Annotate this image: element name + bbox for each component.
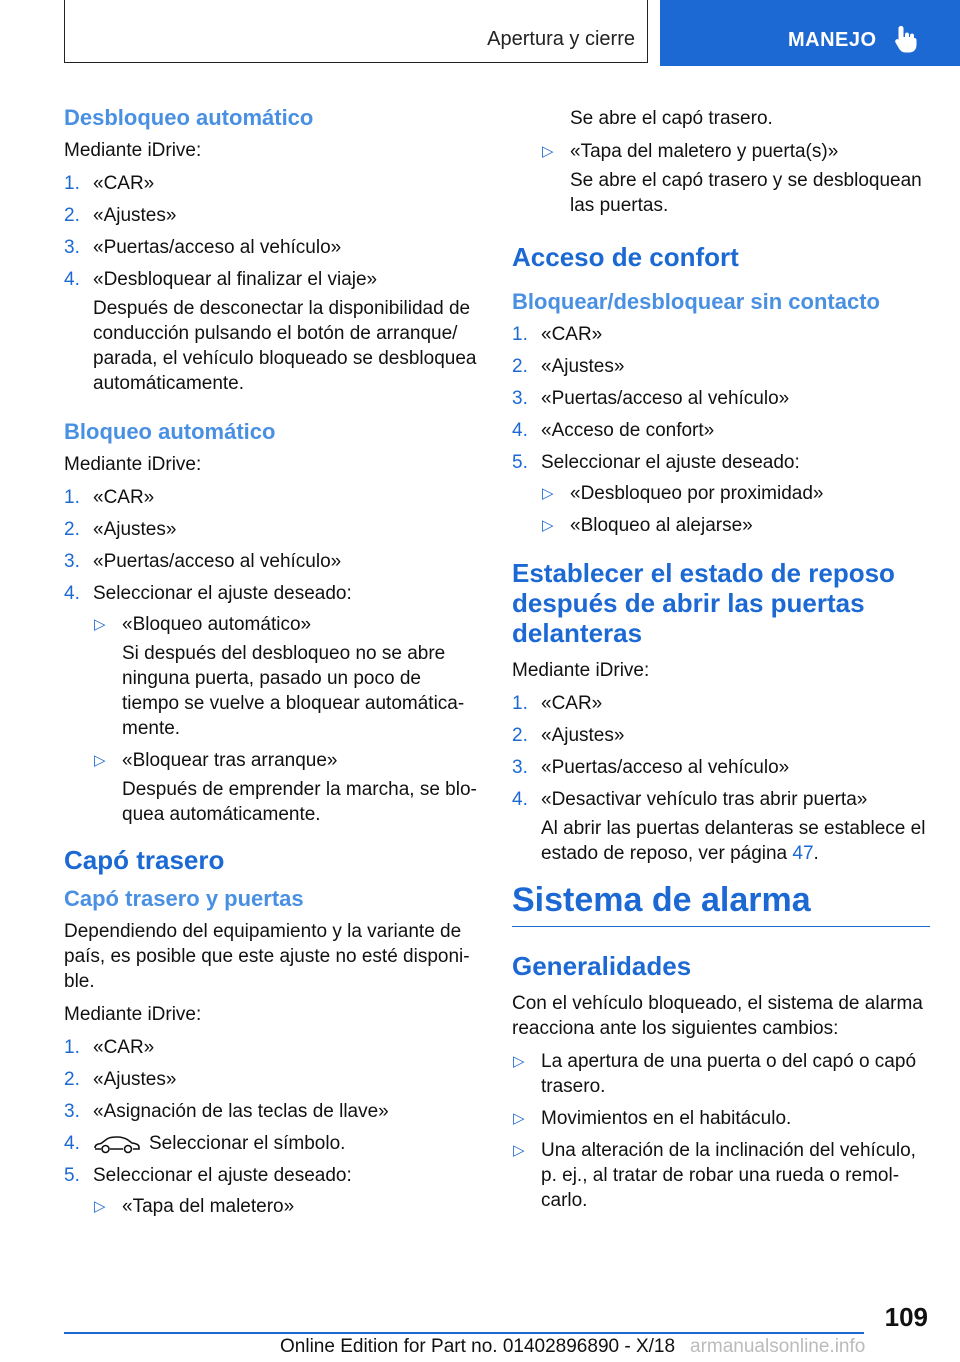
bullet-item: ▷ «Tapa del maletero» — [94, 1196, 295, 1217]
option-list — [541, 139, 930, 218]
triangle-bullet-icon: ▷ — [513, 1053, 525, 1070]
option-list — [541, 481, 930, 538]
list-item: 3. «Puertas/acceso al vehículo» — [64, 237, 342, 258]
heading-sistema-alarma: Sistema de alarma — [512, 878, 930, 927]
heading-capo-trasero: Capó trasero — [64, 845, 225, 875]
steps-list — [512, 322, 930, 538]
intro-text: Mediante iDrive: — [64, 1004, 202, 1025]
option-list — [93, 1194, 482, 1219]
list-item: 4. «Desbloquear al finalizar el viaje» Después de desconectar la disponibilidad de conducción pulsando el botón de arranque/ parada, el vehículo bloqueado se desbloquea automáticamente. — [64, 267, 482, 396]
continued-block — [512, 106, 930, 131]
heading-bloqueo-automatico: Bloqueo automático — [64, 419, 276, 444]
right-column — [512, 106, 930, 1220]
bullet-item: ▷ «Bloqueo al alejarse» — [542, 515, 753, 536]
triangle-bullet-icon: ▷ — [542, 143, 554, 160]
intro-text: Mediante iDrive: — [512, 660, 650, 681]
chapter-title: MANEJO — [788, 29, 877, 51]
triangle-bullet-icon: ▷ — [513, 1110, 525, 1127]
list-item: 2. «Ajustes» — [64, 205, 177, 226]
paragraph: Dependiendo del equipamiento y la variante de país, es posible que este ajuste no esté disponi‐ ble. — [64, 921, 470, 992]
heading-desbloqueo-automatico: Desbloqueo automático — [64, 105, 314, 130]
list-item: 4. Seleccionar el símbolo. — [64, 1133, 346, 1154]
watermark: armanualsonline.info — [690, 1336, 866, 1357]
heading-acceso-confort: Acceso de confort — [512, 242, 739, 272]
list-item: 2. «Ajustes» — [64, 519, 177, 540]
list-item: 2. «Ajustes» — [512, 725, 625, 746]
section-title: Apertura y cierre — [487, 28, 635, 50]
heading-capo-trasero-puertas: Capó trasero y puertas — [64, 886, 304, 911]
heading-sin-contacto: Bloquear/desbloquear sin contacto — [512, 289, 880, 314]
left-column — [64, 100, 482, 1226]
bullet-item: ▷ Movimientos en el habitáculo. — [513, 1108, 792, 1129]
list-item: 1. «CAR» — [64, 487, 155, 508]
hand-pointer-icon — [893, 24, 919, 54]
list-item: 5. Seleccionar el ajuste deseado: ▷ «Tapa del maletero» — [64, 1163, 482, 1219]
steps-list — [64, 485, 482, 827]
list-item: 3. «Puertas/acceso al vehículo» — [64, 551, 342, 572]
alarm-triggers-list — [512, 1049, 930, 1213]
page-number: 109 — [884, 1302, 928, 1332]
edition-text: Online Edition for Part no. 01402896890 - X/18 — [280, 1336, 676, 1357]
step-description: Después de desconectar la disponibilidad de conducción pulsando el botón de arranque/ parada, el vehículo bloqueado se desbloquea automáticamente. — [93, 298, 477, 394]
option-description: Se abre el capó trasero. — [570, 108, 773, 129]
bullet-item: ▷ «Bloqueo automático» Si después del desbloqueo no se abre ninguna puerta, pasado un poco de tiempo se vuelve a bloquear automática‐ mente. — [93, 612, 482, 741]
list-item: 1. «CAR» — [512, 693, 603, 714]
list-item: 1. «CAR» — [64, 173, 155, 194]
bullet-item: ▷ La apertura de una puerta o del capó o capó trasero. — [513, 1051, 917, 1097]
bullet-item: ▷ «Bloquear tras arranque» Después de emprender la marcha, se blo‐ quea automáticamente. — [93, 748, 482, 827]
page-link[interactable]: 47 — [792, 843, 814, 864]
intro-text: Mediante iDrive: — [64, 140, 202, 161]
list-item: 3. «Asignación de las teclas de llave» — [64, 1101, 389, 1122]
triangle-bullet-icon: ▷ — [542, 485, 554, 502]
list-item: 4. «Desactivar vehículo tras abrir puerta» Al abrir las puertas delanteras se establece el estado de reposo, ver página 47. — [512, 787, 930, 866]
list-item: 2. «Ajustes» — [512, 356, 625, 377]
paragraph: Con el vehículo bloqueado, el sistema de alarma reacciona ante los siguientes cambios: — [512, 993, 923, 1039]
bullet-item: ▷ «Tapa del maletero y puerta(s)» Se abre el capó trasero y se desbloquean las puertas. — [541, 139, 930, 218]
steps-list — [64, 1035, 482, 1219]
section-tab — [64, 0, 648, 63]
steps-list — [64, 171, 482, 396]
triangle-bullet-icon: ▷ — [94, 616, 106, 633]
option-description: Si después del desbloqueo no se abre ninguna puerta, pasado un poco de tiempo se vuelve a bloquear automática‐ mente. — [122, 643, 465, 739]
bullet-item: ▷ «Desbloqueo por proximidad» — [542, 483, 824, 504]
option-description: Se abre el capó trasero y se desbloquean las puertas. — [570, 170, 922, 216]
bullet-item: ▷ Una alteración de la inclinación del vehículo, p. ej., al tratar de robar una rueda o remol‐ carlo. — [513, 1140, 916, 1211]
car-icon — [93, 1134, 141, 1154]
list-item: 4. «Acceso de confort» — [512, 420, 715, 441]
list-item: 3. «Puertas/acceso al vehículo» — [512, 388, 790, 409]
step-description: Al abrir las puertas delanteras se establece el estado de reposo, ver página 47. — [541, 818, 926, 864]
list-item: 5. Seleccionar el ajuste deseado: ▷ «Desbloqueo por proximidad» ▷ «Bloqueo al alejarse» — [512, 450, 930, 538]
triangle-bullet-icon: ▷ — [94, 1198, 106, 1215]
triangle-bullet-icon: ▷ — [94, 752, 106, 769]
list-item: 2. «Ajustes» — [64, 1069, 177, 1090]
intro-text: Mediante iDrive: — [64, 454, 202, 475]
triangle-bullet-icon: ▷ — [513, 1142, 525, 1159]
option-description: Después de emprender la marcha, se blo‐ quea automáticamente. — [122, 779, 477, 825]
list-item: 1. «CAR» — [64, 1037, 155, 1058]
steps-list — [512, 691, 930, 866]
list-item: 3. «Puertas/acceso al vehículo» — [512, 757, 790, 778]
page-header — [0, 0, 960, 66]
option-list — [93, 612, 482, 827]
heading-generalidades: Generalidades — [512, 951, 692, 981]
footer-divider — [64, 1332, 864, 1334]
triangle-bullet-icon: ▷ — [542, 517, 554, 534]
heading-estado-reposo: Establecer el estado de reposo después de abrir las puertas delanteras — [512, 558, 895, 648]
list-item: 1. «CAR» — [512, 324, 603, 345]
list-item: 4. Seleccionar el ajuste deseado: ▷ «Bloqueo automático» Si después del desbloqueo no se abre ninguna puerta, pasado un poco de tiempo se vuelve a bloquear automática‐ mente. ▷ «Bloquear tras arranque» Después de emprender la marcha, se blo‐ quea automáticamente. — [64, 581, 482, 827]
